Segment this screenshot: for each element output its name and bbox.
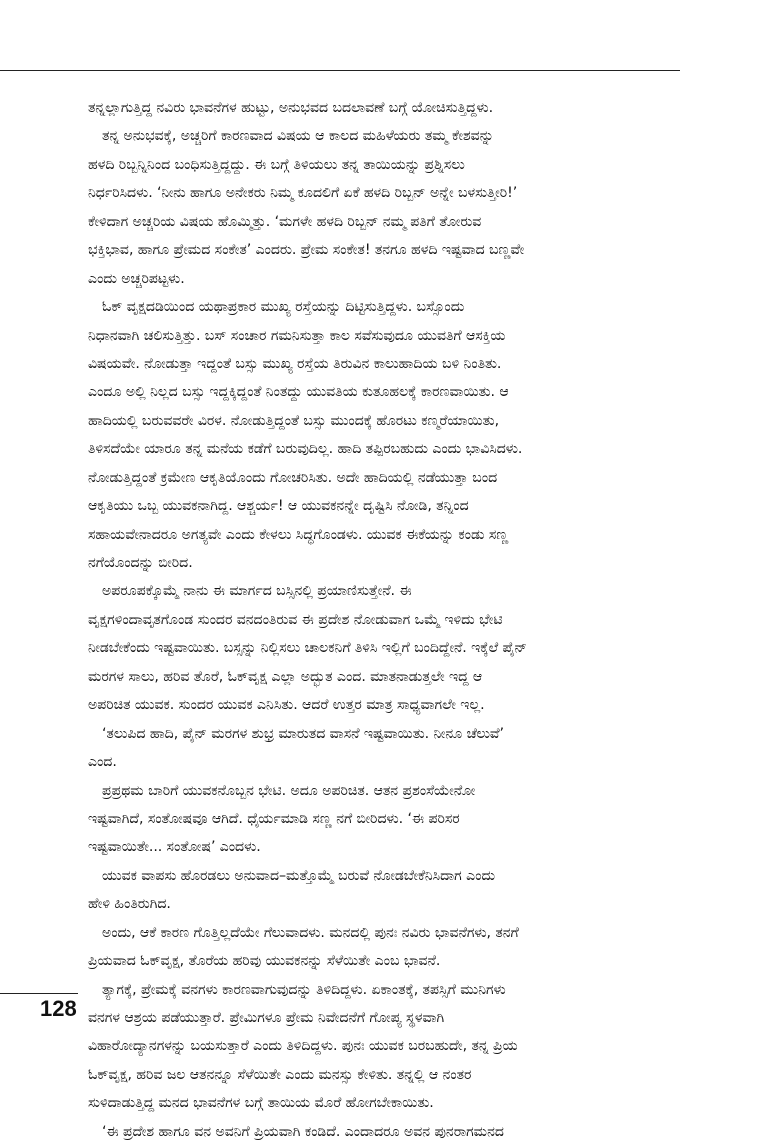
text-line: ತನ್ನ ಅನುಭವಕ್ಕೆ, ಅಚ್ಚರಿಗೆ ಕಾರಣವಾದ ವಿಷಯ ಆ ಕಾಲದ ಮಹಿಳೆಯರು ತಮ್ಮ ಕೇಶವನ್ನು (102, 128, 494, 145)
text-line: ಇಷ್ಟವಾಗಿದೆ, ಸಂತೋಷವೂ ಆಗಿದೆ. ಧೈರ್ಯಮಾಡಿ ಸಣ್ಣ ನಗೆ ಬೀರಿದಳು. ‘ಈ ಪರಿಸರ (88, 810, 460, 827)
text-line: ನಗೆಯೊಂದನ್ನು ಬೀರಿದ. (88, 555, 193, 571)
text-line: ಎಂದ. (88, 754, 117, 771)
text-line: ನಿಧಾನವಾಗಿ ಚಲಿಸುತ್ತಿತ್ತು. ಬಸ್ ಸಂಚಾರ ಗಮನಿಸುತ್ತಾ ಕಾಲ ಸವೆಸುವುದೂ ಯುವತಿಗೆ ಆಸಕ್ತಿಯ (88, 327, 506, 344)
text-line: ಹಾದಿಯಲ್ಲಿ ಬರುವವರೇ ವಿರಳ. ನೋಡುತ್ತಿದ್ದಂತೆ ಬಸ್ಸು ಮುಂದಕ್ಕೆ ಹೊರಟು ಕಣ್ಮರೆಯಾಯಿತು, (88, 412, 499, 429)
body-text (88, 94, 663, 1146)
text-line: ಸುಳಿದಾಡುತ್ತಿದ್ದ ಮನದ ಭಾವನೆಗಳ ಬಗ್ಗೆ ತಾಯಿಯ ಮೊರೆ ಹೋಗಬೇಕಾಯಿತು. (88, 1095, 434, 1112)
text-line: ಸಹಾಯವೇನಾದರೂ ಅಗತ್ಯವೇ ಎಂದು ಕೇಳಲು ಸಿದ್ಧಗೊಂಡಳು. ಯುವಕ ಈಕೆಯನ್ನು ಕಂಡು ಸಣ್ಣ (88, 526, 509, 543)
text-line: ಹಳದಿ ರಿಬ್ಬನ್ನಿನಿಂದ ಬಂಧಿಸುತ್ತಿದ್ದದ್ದು. ಈ ಬಗ್ಗೆ ತಿಳಿಯಲು ತನ್ನ ತಾಯಿಯನ್ನು ಪ್ರಶ್ನಿಸಲು (88, 156, 465, 173)
text-line: ಅಪರಿಚಿತ ಯುವಕ. ಸುಂದರ ಯುವಕ ಎನಿಸಿತು. ಆದರೆ ಉತ್ತರ ಮಾತ್ರ ಸಾಧ್ಯವಾಗಲೇ ಇಲ್ಲ. (88, 697, 485, 714)
header-rule (0, 70, 680, 71)
text-line: ‘ಈ ಪ್ರದೇಶ ಹಾಗೂ ವನ ಅವನಿಗೆ ಪ್ರಿಯವಾಗಿ ಕಂಡಿದೆ. ಎಂದಾದರೂ ಅವನ ಪುನರಾಗಮನದ (102, 1123, 504, 1140)
text-line: ಅಂದು, ಆಕೆ ಕಾರಣ ಗೊತ್ತಿಲ್ಲದೆಯೇ ಗೆಲುವಾದಳು. ಮನದಲ್ಲಿ ಪುನಃ ನವಿರು ಭಾವನೆಗಳು, ತನಗೆ (102, 924, 519, 941)
text-line: ವೃಕ್ಷಗಳಿಂದಾವೃತಗೊಂಡ ಸುಂದರ ವನದಂತಿರುವ ಈ ಪ್ರದೇಶ ನೋಡುವಾಗ ಒಮ್ಮೆ ಇಳಿದು ಭೇಟಿ (88, 611, 503, 628)
text-line: ‘ತಲುಪಿದ ಹಾದಿ, ಪೈನ್ ಮರಗಳ ಶುಭ್ರ ಮಾರುತದ ವಾಸನೆ ಇಷ್ಟವಾಯಿತು. ನೀನೂ ಚೆಲುವೆ’ (102, 725, 504, 742)
text-line: ನೋಡುತ್ತಿದ್ದಂತೆ ಕ್ರಮೇಣ ಆಕೃತಿಯೊಂದು ಗೋಚರಿಸಿತು. ಅದೇ ಹಾದಿಯಲ್ಲಿ ನಡೆಯುತ್ತಾ ಬಂದ (88, 469, 498, 486)
text-line: ತಿಳಿಸದೆಯೇ ಯಾರೂ ತನ್ನ ಮನೆಯ ಕಡೆಗೆ ಬರುವುದಿಲ್ಲ. ಹಾದಿ ತಪ್ಪಿರಬಹುದು ಎಂದು ಭಾವಿಸಿದಳು. (88, 441, 523, 458)
text-line: ನೀಡಬೇಕೆಂದು ಇಷ್ಟವಾಯಿತು. ಬಸ್ಸನ್ನು ನಿಲ್ಲಿಸಲು ಚಾಲಕನಿಗೆ ತಿಳಿಸಿ ಇಲ್ಲಿಗೆ ಬಂದಿದ್ದೇನೆ. ಇಕ್ಕೆಲೆ ಪೈನ್ (88, 640, 527, 657)
text-line: ಇಷ್ಟವಾಯಿತೇ... ಸಂತೋಷ’ ಎಂದಳು. (88, 839, 261, 856)
text-line: ಮರಗಳ ಸಾಲು, ಹರಿವ ತೊರೆ, ಓಕ್‌ವೃಕ್ಷ ಎಲ್ಲಾ ಅದ್ಭುತ ಎಂದ. ಮಾತನಾಡುತ್ತಲೇ ಇದ್ದ ಆ (88, 668, 483, 685)
text-line: ಎಂದು ಅಚ್ಚರಿಪಟ್ಟಳು. (88, 270, 185, 287)
text-line: ವಿಷಯವೇ. ನೋಡುತ್ತಾ ಇದ್ದಂತೆ ಬಸ್ಸು ಮುಖ್ಯ ರಸ್ತೆಯ ತಿರುವಿನ ಕಾಲುಹಾದಿಯ ಬಳಿ ನಿಂತಿತು. (88, 355, 502, 372)
text-line: ವನಗಳ ಆಶ್ರಯ ಪಡೆಯುತ್ತಾರೆ. ಪ್ರೇಮಿಗಳೂ ಪ್ರೇಮ ನಿವೇದನೆಗೆ ಗೋಪ್ಯ ಸ್ಥಳವಾಗಿ (88, 1010, 445, 1026)
text-line: ವಿಹಾರೋದ್ಯಾನಗಳನ್ನು ಬಯಸುತ್ತಾರೆ ಎಂದು ತಿಳಿದಿದ್ದಳು. ಪುನಃ ಯುವಕ ಬರಬಹುದೇ, ತನ್ನ ಪ್ರಿಯ (88, 1038, 518, 1055)
text-line: ಭಕ್ತಿಭಾವ, ಹಾಗೂ ಪ್ರೇಮದ ಸಂಕೇತ’ ಎಂದರು. ಪ್ರೇಮ ಸಂಕೇತ! ತನಗೂ ಹಳದಿ ಇಷ್ಟವಾದ ಬಣ್ಣವೇ (88, 242, 525, 259)
text-line: ಪ್ರಿಯವಾದ ಓಕ್‌ವೃಕ್ಷ, ತೊರೆಯ ಹರಿವು ಯುವಕನನ್ನು ಸೆಳೆಯಿತೇ ಎಂಬ ಭಾವನೆ. (88, 953, 441, 970)
text-line: ಆಕೃತಿಯು ಒಬ್ಬ ಯುವಕನಾಗಿದ್ದ. ಆಶ್ಚರ್ಯ! ಆ ಯುವಕನನ್ನೇ ದೃಷ್ಟಿಸಿ ನೋಡಿ, ತನ್ನಿಂದ (88, 498, 469, 515)
text-line: ನಿರ್ಧರಿಸಿದಳು. ‘ನೀನು ಹಾಗೂ ಅನೇಕರು ನಿಮ್ಮ ಕೂದಲಿಗೆ ಏಕೆ ಹಳದಿ ರಿಬ್ಬನ್ ಅನ್ನೇ ಬಳಸುತ್ತೀರಿ!’ (88, 185, 518, 202)
text-line: ಓಕ್ ವೃಕ್ಷದಡಿಯಿಂದ ಯಥಾಪ್ರಕಾರ ಮುಖ್ಯ ರಸ್ತೆಯನ್ನು ದಿಟ್ಟಿಸುತ್ತಿದ್ದಳು. ಬಸ್ಸೊಂದು (102, 299, 465, 316)
text-line: ಅಪರೂಪಕ್ಕೊಮ್ಮೆ ನಾನು ಈ ಮಾರ್ಗದ ಬಸ್ಸಿನಲ್ಲಿ ಪ್ರಯಾಣಿಸುತ್ತೇನೆ. ಈ (102, 583, 412, 600)
text-line: ತನ್ನಲ್ಲಾಗುತ್ತಿದ್ದ ನವಿರು ಭಾವನೆಗಳ ಹುಟ್ಟು, ಅನುಭವದ ಬದಲಾವಣೆ ಬಗ್ಗೆ ಯೋಚಿಸುತ್ತಿದ್ದಳು. (88, 100, 493, 116)
text-line: ಓಕ್‌ವೃಕ್ಷ, ಹರಿವ ಜಲ ಆತನನ್ನೂ ಸೆಳೆಯಿತೇ ಎಂದು ಮನಸ್ಸು ಕೇಳಿತು. ತನ್ನಲ್ಲಿ ಆ ನಂತರ (88, 1066, 472, 1083)
text-line: ತ್ಯಾಗಕ್ಕೆ, ಪ್ರೇಮಕ್ಕೆ ವನಗಳು ಕಾರಣವಾಗುವುದನ್ನು ತಿಳಿದಿದ್ದಳು. ಏಕಾಂತಕ್ಕೆ, ತಪಸ್ಸಿಗೆ ಮುನಿಗಳು (102, 981, 506, 998)
text-line: ಕೇಳಿದಾಗ ಅಚ್ಚರಿಯ ವಿಷಯ ಹೊಮ್ಮಿತ್ತು. ‘ಮಗಳೇ ಹಳದಿ ರಿಬ್ಬನ್ ನಮ್ಮ ಪತಿಗೆ ತೋರುವ (88, 213, 482, 230)
text-line: ಎಂದೂ ಅಲ್ಲಿ ನಿಲ್ಲದ ಬಸ್ಸು ಇದ್ದಕ್ಕಿದ್ದಂತೆ ನಿಂತದ್ದು ಯುವತಿಯ ಕುತೂಹಲಕ್ಕೆ ಕಾರಣವಾಯಿತು. ಆ (88, 384, 509, 401)
text-line: ಪ್ರಪ್ರಥಮ ಬಾರಿಗೆ ಯುವಕನೊಬ್ಬನ ಭೇಟಿ. ಅದೂ ಅಪರಿಚಿತ. ಆತನ ಪ್ರಶಂಸೆಯೇನೋ (102, 782, 476, 799)
page-number: 128 (40, 996, 77, 1021)
text-line: ಯುವಕ ವಾಪಸು ಹೊರಡಲು ಅನುವಾದ–ಮತ್ತೊಮ್ಮೆ ಬರುವೆ ನೋಡಬೇಕೆನಿಸಿದಾಗ ಎಂದು (102, 867, 496, 884)
text-line: ಹೇಳಿ ಹಿಂತಿರುಗಿದ. (88, 896, 171, 913)
